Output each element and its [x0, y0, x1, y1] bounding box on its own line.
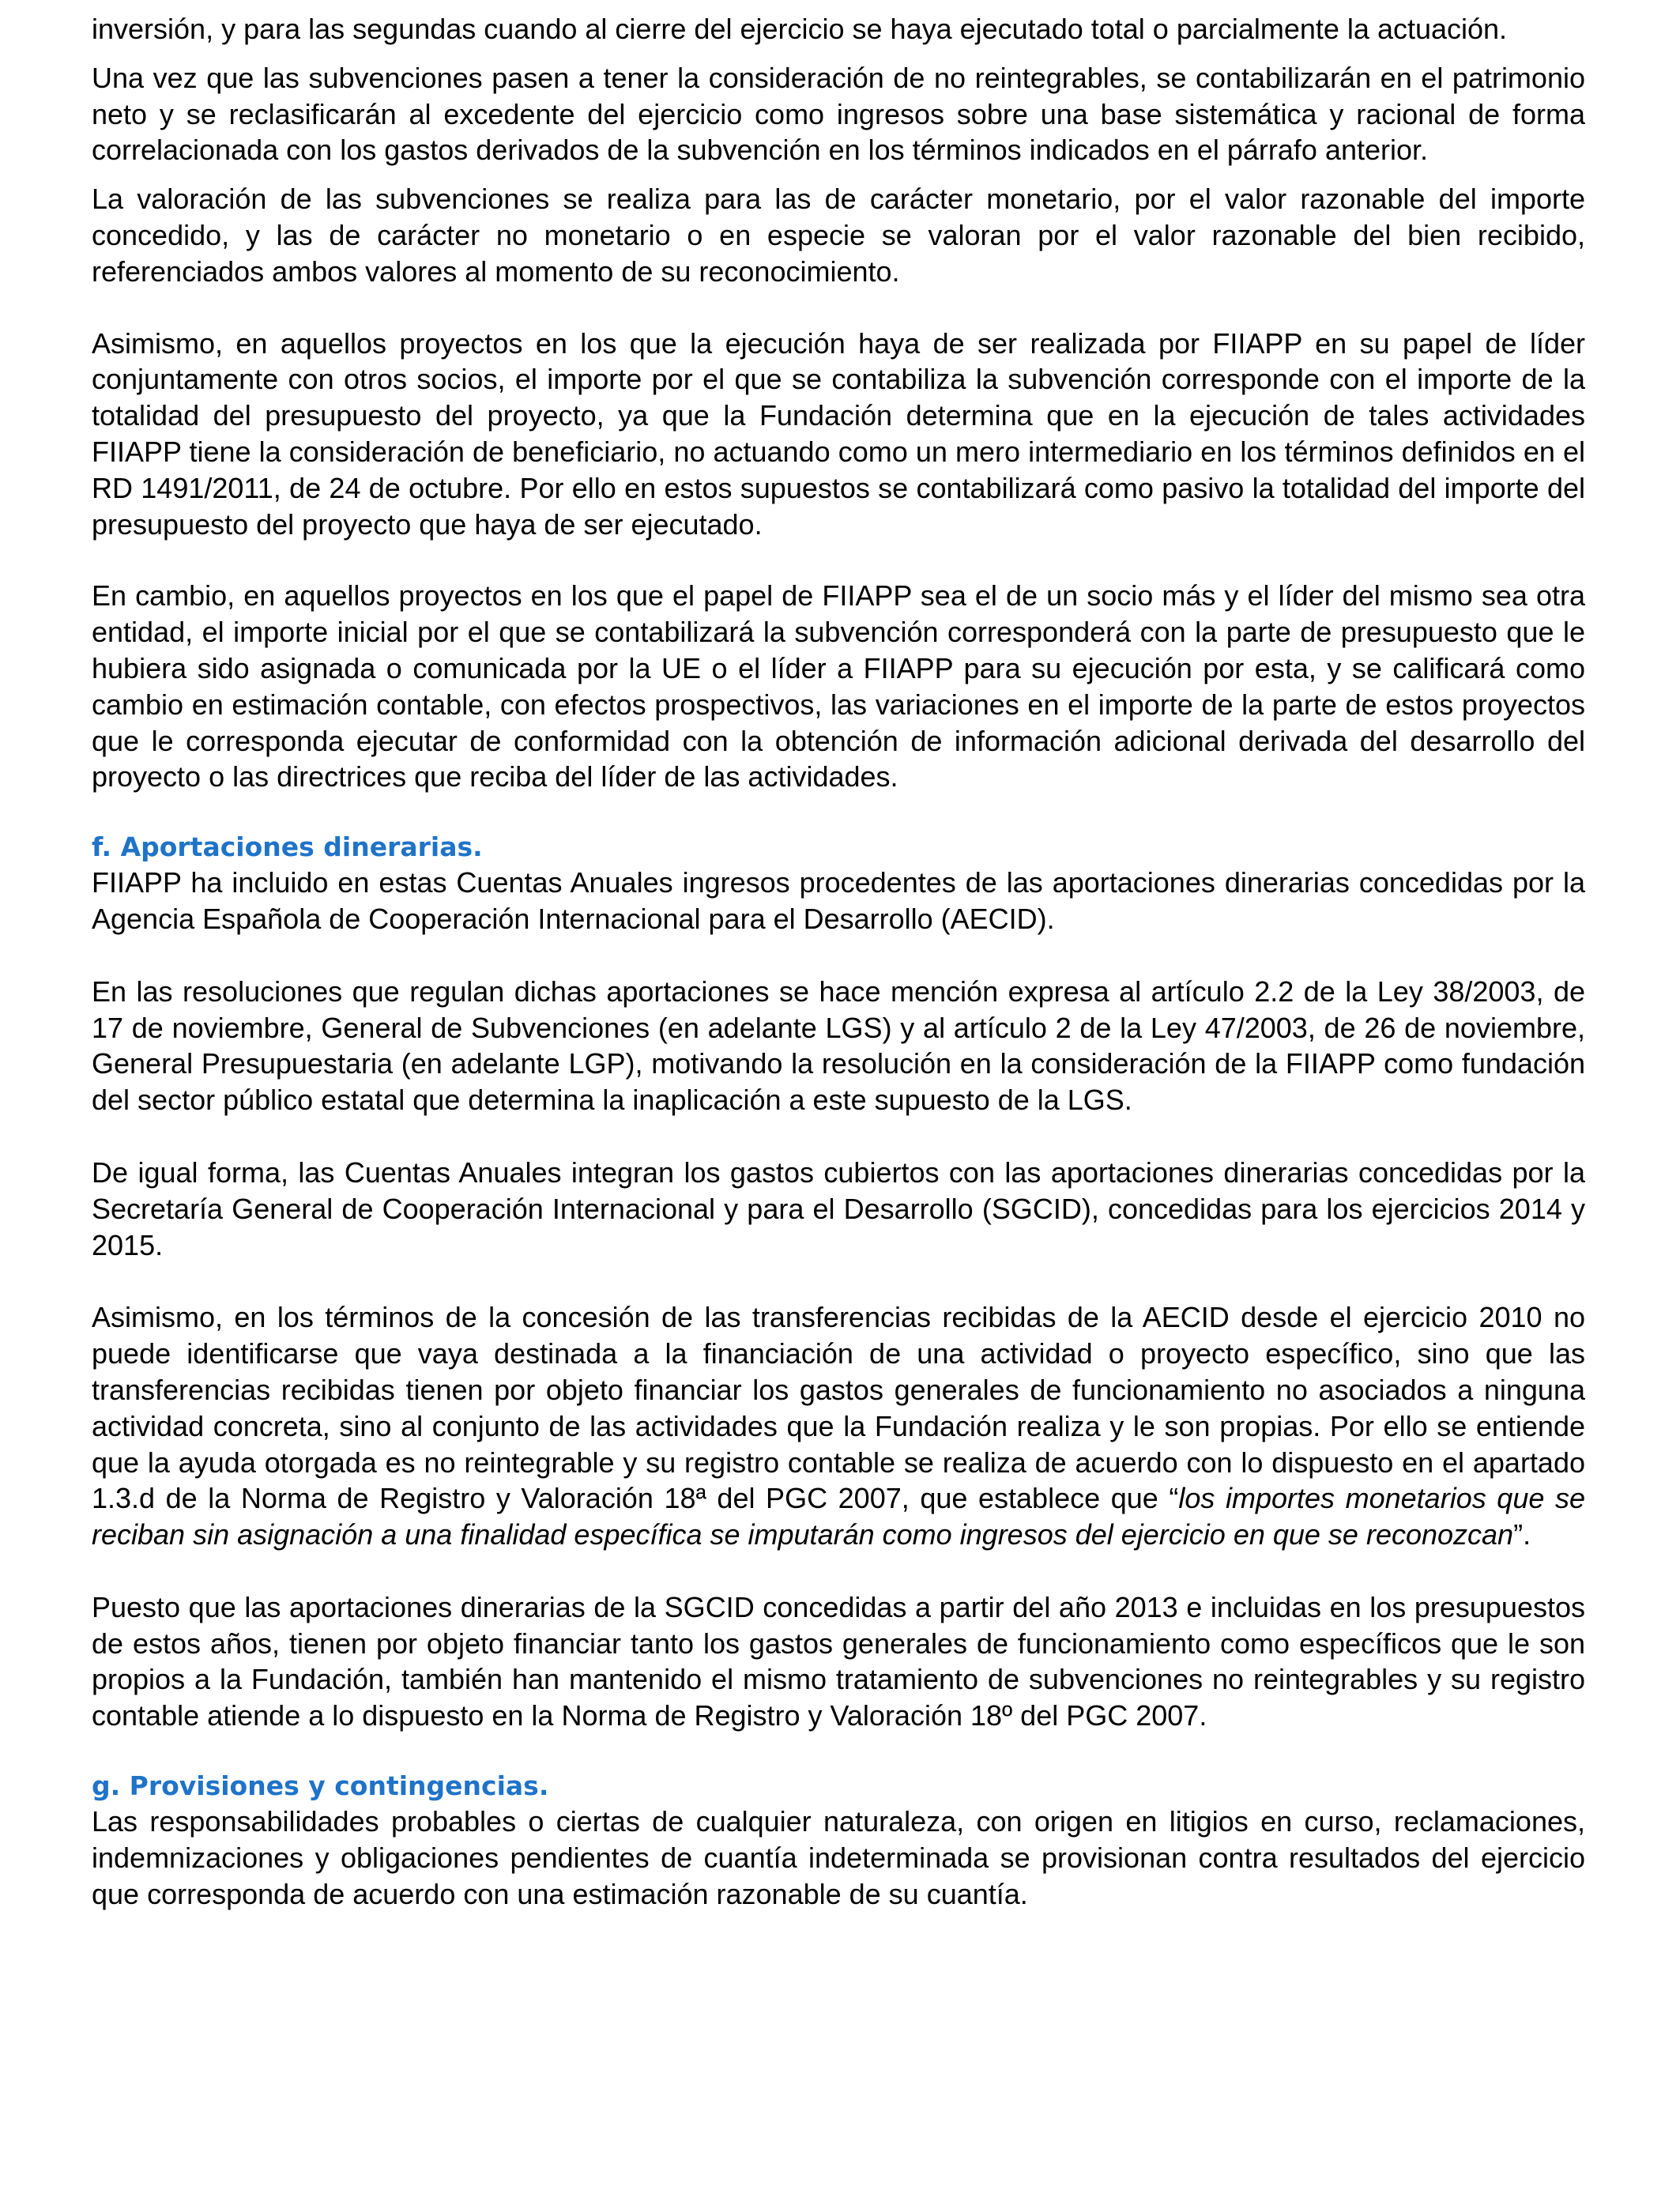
- paragraph-transferencias: [92, 1299, 1585, 1553]
- paragraph-lider: Asimismo, en aquellos proyectos en los que la ejecución haya de ser realizada por FIIAPP en su papel de líder conjuntamente con otros socios, el importe por el que se contabiliza la subvención corresponde con el importe de la totalidad del presupuesto del proyecto, ya que la Fundación determina que en la ejecución de tales actividades FIIAPP tiene la consideración de beneficiario, no actuando como un mero intermediario en los términos definidos en el RD 1491/2011, de 24 de octubre. Por ello en estos supuestos se contabilizará como pasivo la totalidad del importe del presupuesto del proyecto que haya de ser ejecutado.: [92, 326, 1585, 541]
- paragraph-sgcid: De igual forma, las Cuentas Anuales integran los gastos cubiertos con las aportaciones dinerarias concedidas por la Secretaría General de Cooperación Internacional y para el Desarrollo (SGCID), concedidas para los ejercicios 2014 y 2015.: [92, 1155, 1585, 1261]
- paragraph-aportaciones-aecid: FIIAPP ha incluido en estas Cuentas Anuales ingresos procedentes de las aportaciones dinerarias concedidas por la Agencia Española de Cooperación Internacional para el Desarrollo (AECID).: [92, 866, 1585, 935]
- paragraph-sgcid-2013: Puesto que las aportaciones dinerarias de la SGCID concedidas a partir del año 2013 e incluidas en los presupuestos de estos años, tienen por objeto financiar tanto los gastos generales de funcionamiento como específicos que le son propios a la Fundación, también han mantenido el mismo tratamiento de subvenciones no reintegrables y su registro contable atiende a lo dispuesto en la Norma de Registro y Valoración 18º del PGC 2007.: [92, 1590, 1585, 1732]
- paragraph-resoluciones: En las resoluciones que regulan dichas aportaciones se hace mención expresa al artículo 2.2 de la Ley 38/2003, de 17 de noviembre, General de Subvenciones (en adelante LGS) y al artículo 2 de la Ley 47/2003, de 26 de noviembre, General Presupuestaria (en adelante LGP), motivando la resolución en la consideración de la FIIAPP como fundación del sector público estatal que determina la inaplicación a este supuesto de la LGS.: [92, 974, 1585, 1117]
- quote-pgc: los importes monetarios que se reciban sin asignación a una finalidad específica se imputarán como ingresos del ejercicio en que se reconozcan: [92, 1482, 1585, 1551]
- paragraph-valoracion: La valoración de las subvenciones se realiza para las de carácter monetario, por el valor razonable del importe concedido, y las de carácter no monetario o en especie se valoran por el valor razonable del bien recibido, referenciados ambos valores al momento de su reconocimiento.: [92, 183, 1585, 288]
- paragraph-transferencias-text: Asimismo, en los términos de la concesión de las transferencias recibidas de la AECID desde el ejercicio 2010 no puede identificarse que vaya destinada a la financiación de una actividad o proyecto específico, sino que las transferencias recibidas tienen por objeto financiar los gastos generales de funcionamiento no asociados a ninguna actividad concreta, sino al conjunto de las actividades que la Fundación realiza y le son propias. Por ello se entiende que la ayuda otorgada es no reintegrable y su registro contable se realiza de acuerdo con lo dispuesto en el apartado 1.3.d de la Norma de Registro y Valoración 18ª del PGC 2007, que establece que “: [92, 1301, 1585, 1515]
- paragraph-no-reintegrables: Una vez que las subvenciones pasen a tener la consideración de no reintegrables, se contabilizarán en el patrimonio neto y se reclasificarán al excedente del ejercicio como ingresos sobre una base sistemática y racional de forma correlacionada con los gastos derivados de la subvención en los términos indicados en el párrafo anterior.: [92, 61, 1585, 167]
- paragraph-socio: En cambio, en aquellos proyectos en los que el papel de FIIAPP sea el de un socio más y el líder del mismo sea otra entidad, el importe inicial por el que se contabilizará la subvención corresponderá con la parte de presupuesto que le hubiera sido asignada o comunicada por la UE o el líder a FIIAPP para su ejecución por esta, y se calificará como cambio en estimación contable, con efectos prospectivos, las variaciones en el importe de la parte de estos proyectos que le corresponda ejecutar de conformidad con la obtención de información adicional derivada del desarrollo del proyecto o las directrices que reciba del líder de las actividades.: [92, 579, 1585, 794]
- paragraph-transferencias-end: ”.: [1513, 1518, 1531, 1551]
- section-heading-aportaciones: f. Aportaciones dinerarias.: [92, 831, 483, 863]
- paragraph-provisiones: Las responsabilidades probables o ciertas de cualquier naturaleza, con origen en litigios en curso, reclamaciones, indemnizaciones y obligaciones pendientes de cuantía indeterminada se provisionan contra resultados del ejercicio que corresponda de acuerdo con una estimación razonable de su cuantía.: [92, 1805, 1585, 1910]
- paragraph-intro: inversión, y para las segundas cuando al cierre del ejercicio se haya ejecutado total o parcialmente la actuación.: [92, 13, 1508, 45]
- document-page: [92, 11, 1585, 1912]
- section-heading-provisiones: g. Provisiones y contingencias.: [92, 1770, 549, 1802]
